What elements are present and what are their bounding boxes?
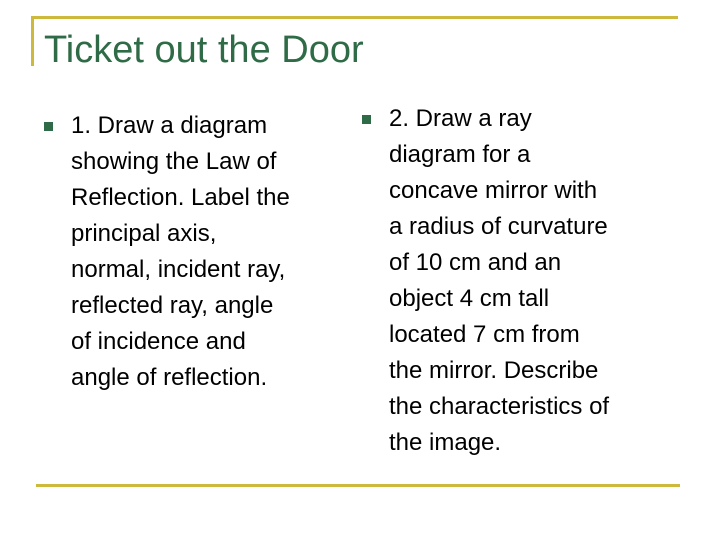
bullet-line: normal, incident ray, (71, 256, 286, 283)
bullet-line: Reflection. Label the (71, 184, 290, 211)
bottom-divider-line (36, 484, 680, 487)
bullet-item-2 (362, 101, 682, 461)
title-frame-left-line (31, 16, 34, 66)
slide-title: Ticket out the Door (44, 29, 364, 71)
bullet-line: angle of reflection. (71, 364, 268, 391)
bullet-line: a radius of curvature (389, 213, 608, 240)
bullet-line: 1. Draw a diagram (71, 112, 268, 139)
bullet-line: principal axis, (71, 220, 217, 247)
bullet-line: the mirror. Describe (389, 357, 599, 384)
bullet-text-1 (71, 108, 354, 396)
bullet-line: concave mirror with (389, 177, 598, 204)
bullet-text-2 (389, 101, 682, 461)
bullet-line: the image. (389, 429, 502, 456)
bullet-line: showing the Law of (71, 148, 277, 175)
bullet-line: of incidence and (71, 328, 246, 355)
bullet-item-1 (44, 108, 354, 396)
bullet-line: the characteristics of (389, 393, 610, 420)
bullet-line: of 10 cm and an (389, 249, 562, 276)
bullet-line: reflected ray, angle (71, 292, 274, 319)
bullet-line: object 4 cm tall (389, 285, 550, 312)
square-bullet-icon (44, 122, 53, 131)
bullet-line: located 7 cm from (389, 321, 580, 348)
square-bullet-icon (362, 115, 371, 124)
bullet-line: 2. Draw a ray (389, 105, 532, 132)
title-frame-top-line (31, 16, 678, 19)
bullet-line: diagram for a (389, 141, 531, 168)
